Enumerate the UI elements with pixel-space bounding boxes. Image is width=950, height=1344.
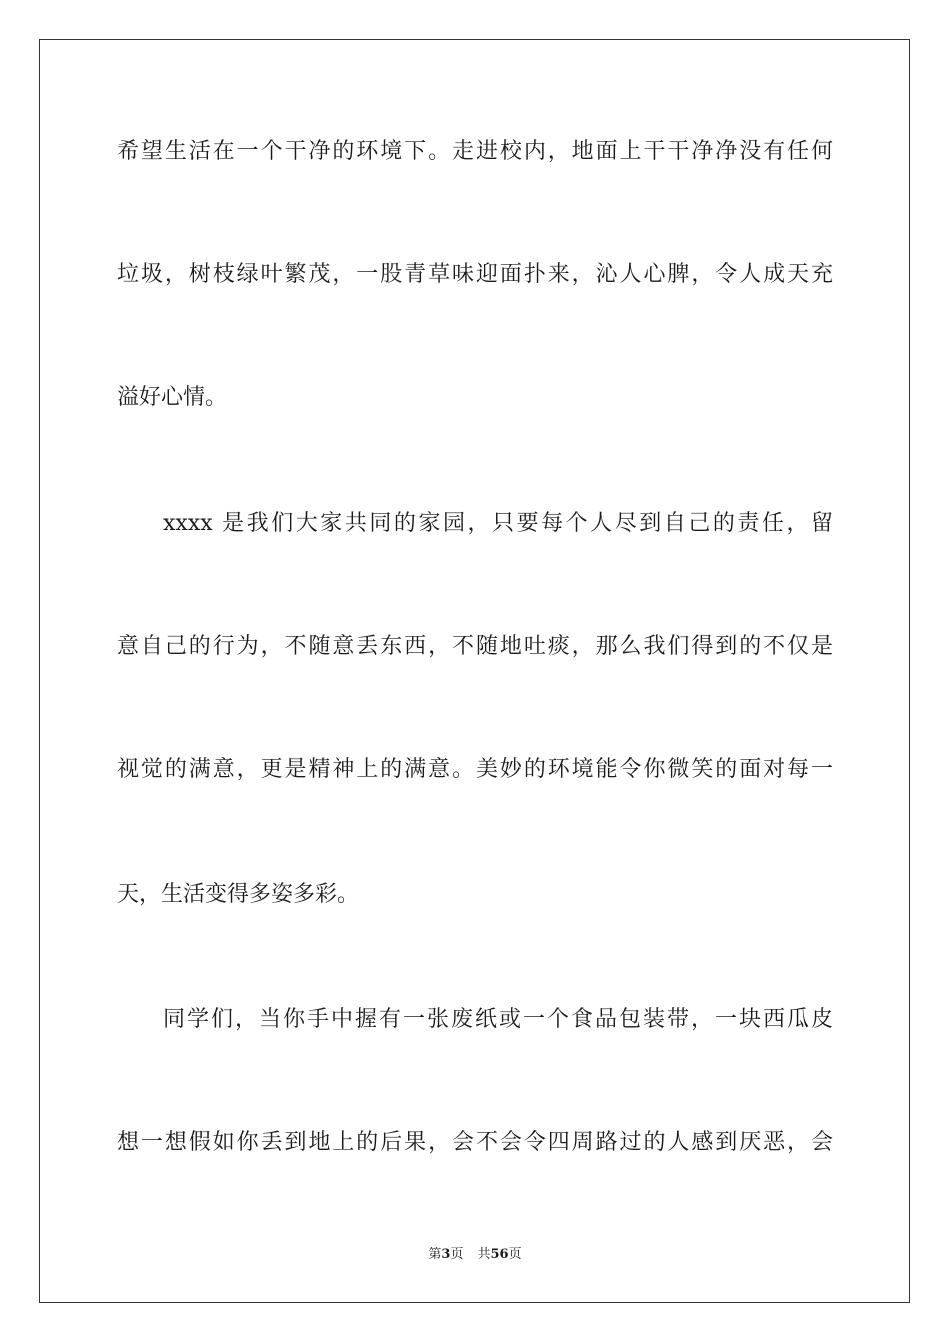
body-line-2: 垃圾，树枝绿叶繁茂，一股青草味迎面扑来，沁人心脾，令人成天充	[117, 262, 833, 287]
footer-page-current: 3	[441, 1247, 451, 1262]
body-line-1: 希望生活在一个干净的环境下。走进校内，地面上干干净净没有任何	[117, 139, 833, 164]
body-line-6: 视觉的满意，更是精神上的满意。美妙的环境能令你微笑的面对每一	[117, 757, 833, 782]
footer-total-prefix: 共	[477, 1247, 491, 1262]
body-line-5: 意自己的行为，不随意丢东西，不随地吐痰，那么我们得到的不仅是	[117, 634, 833, 659]
body-line-7: 天，生活变得多姿多彩。	[117, 882, 360, 907]
footer-page-suffix: 页	[450, 1247, 464, 1262]
body-line-4: xxxx 是我们大家共同的家园，只要每个人尽到自己的责任，留	[163, 511, 833, 536]
footer-page-total: 56	[490, 1247, 509, 1262]
footer-total-suffix: 页	[508, 1247, 522, 1262]
body-line-8: 同学们，当你手中握有一张废纸或一个食品包装带，一块西瓜皮	[163, 1007, 833, 1032]
footer-page-prefix: 第	[428, 1247, 442, 1262]
page-footer	[0, 1246, 950, 1264]
page-border	[39, 39, 910, 1303]
body-line-9: 想一想假如你丢到地上的后果，会不会令四周路过的人感到厌恶，会	[117, 1130, 833, 1155]
body-line-3: 溢好心情。	[117, 385, 228, 410]
